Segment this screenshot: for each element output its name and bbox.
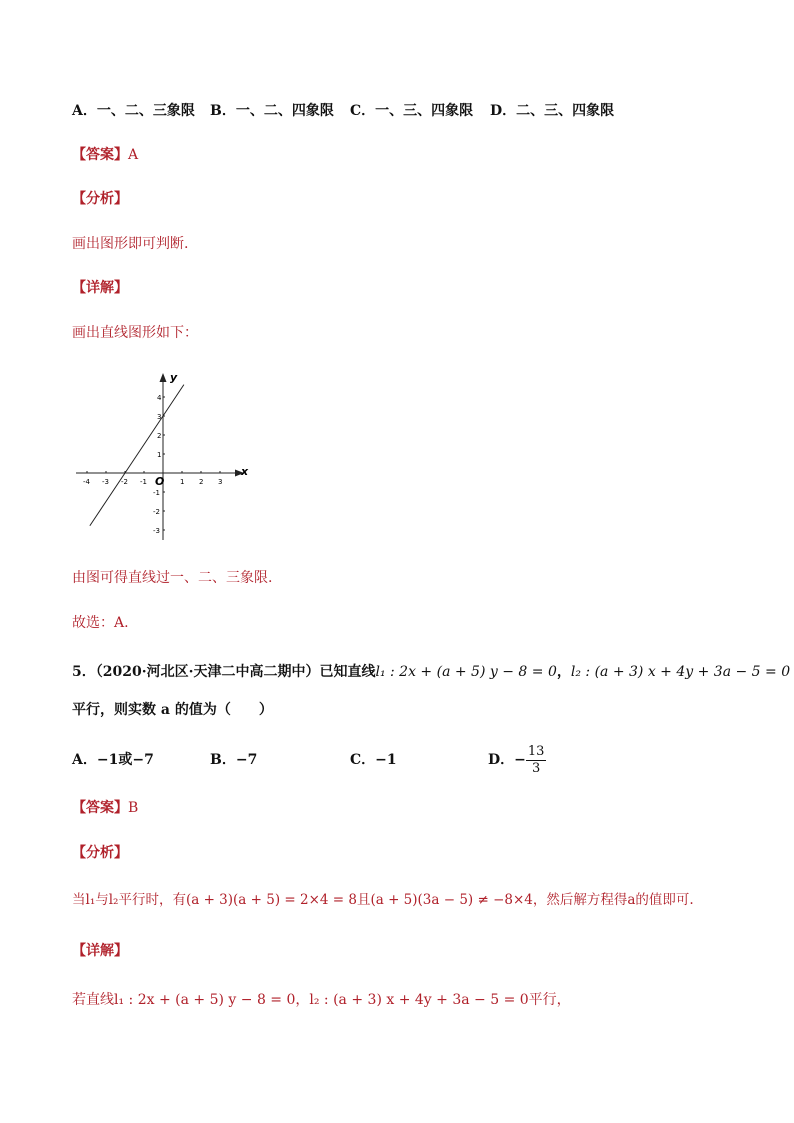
q4-option-c: C．一、三、四象限 <box>350 103 474 119</box>
y-axis-arrow <box>160 373 167 382</box>
q5-options-row <box>72 740 546 780</box>
x-tick-label: 1 <box>180 478 185 486</box>
answer-tag: 【答案】 <box>72 800 128 816</box>
y-tick-label: -1 <box>153 489 160 497</box>
q5-detail-heading <box>72 941 128 961</box>
fraction-denominator: 3 <box>532 760 541 776</box>
q5-stem-line2: 平行，则实数 a 的值为（ ） <box>72 702 273 718</box>
q5-source: （2020·河北区·天津二中高二期中） <box>95 664 320 680</box>
q5-option-d-prefix: D．− <box>488 752 526 768</box>
y-tick-label: 2 <box>157 432 162 440</box>
y-tick-label: 3 <box>157 413 162 421</box>
y-tick-label: 4 <box>157 394 162 402</box>
q5-option-a: A．−1或−7 <box>72 752 154 768</box>
detail-tag: 【详解】 <box>72 943 128 959</box>
q4-detail-text: 画出直线图形如下： <box>72 325 198 341</box>
plotted-line <box>90 385 184 526</box>
y-axis-label: y <box>170 371 178 384</box>
x-axis-label: x <box>241 465 249 478</box>
q5-analysis-heading <box>72 843 128 863</box>
q4-option-b: B．一、二、四象限 <box>210 103 334 119</box>
q5-option-d-fraction <box>526 744 547 777</box>
q4-option-a: A．一、二、三象限 <box>72 103 195 119</box>
origin-label: O <box>155 475 165 488</box>
q5-option-c: C．−1 <box>350 752 397 768</box>
x-tick-label: -3 <box>102 478 109 486</box>
answer-value: A <box>128 147 139 163</box>
q5-l2-expression: l₂ : (a + 3) x + 4y + 3a − 5 = 0 <box>570 664 791 680</box>
answer-tag: 【答案】 <box>72 147 128 163</box>
q4-conclusion: 由图可得直线过一、二、三象限. <box>72 570 273 586</box>
q5-l1-expression: l₁ : 2x + (a + 5) y − 8 = 0 <box>375 664 557 680</box>
fraction-numerator: 13 <box>527 743 545 759</box>
analysis-tag: 【分析】 <box>72 845 128 861</box>
q4-answer <box>72 145 138 165</box>
q4-analysis-heading <box>72 189 128 209</box>
answer-value: B <box>128 800 139 816</box>
x-tick-label: 3 <box>218 478 223 486</box>
y-tick-label: 1 <box>157 451 162 459</box>
q5-option-b: B．−7 <box>210 752 258 768</box>
q5-stem-line1 <box>72 662 790 682</box>
q5-detail-text: 若直线l₁ : 2x + (a + 5) y − 8 = 0，l₂ : (a + 3) x + 4y + 3a − 5 = 0平行， <box>72 992 571 1008</box>
q4-detail-heading <box>72 278 128 298</box>
x-tick-label: -4 <box>83 478 90 486</box>
q4-analysis-text: 画出图形即可判断. <box>72 236 189 252</box>
q5-number: 5． <box>72 664 96 680</box>
detail-tag: 【详解】 <box>72 280 128 296</box>
q5-analysis-text: 当l₁与l₂平行时，有(a + 3)(a + 5) = 2×4 = 8且(a + 5)(3a − 5) ≠ −8×4，然后解方程得a的值即可. <box>72 892 694 908</box>
analysis-tag: 【分析】 <box>72 191 128 207</box>
q5-option-d <box>488 740 546 780</box>
q4-option-d: D．二、三、四象限 <box>490 103 615 119</box>
q4-choice: 故选：A. <box>72 615 129 631</box>
q5-separator: ， <box>556 664 571 680</box>
x-tick-label: -1 <box>140 478 147 486</box>
x-tick-label: -2 <box>121 478 128 486</box>
q5-answer <box>72 798 138 818</box>
x-tick-label: 2 <box>199 478 204 486</box>
q4-options-row <box>72 101 614 121</box>
coordinate-graph <box>72 368 252 544</box>
q5-stem-a: 已知直线 <box>319 664 376 680</box>
y-tick-label: -3 <box>153 527 160 535</box>
y-tick-label: -2 <box>153 508 160 516</box>
